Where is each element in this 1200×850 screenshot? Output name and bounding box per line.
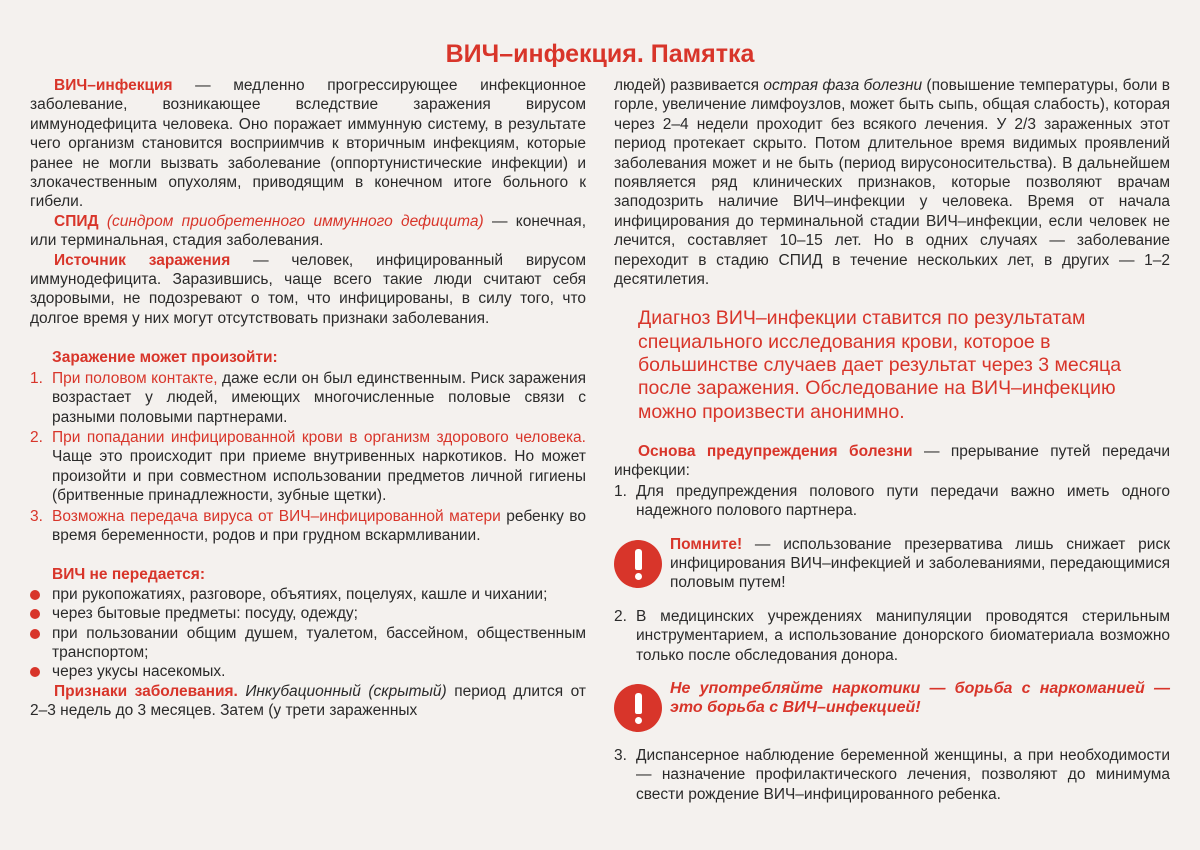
aids-definition bbox=[30, 212, 586, 251]
hiv-definition-text: — медленно прогрессирующее инфекционное заболевание, возникающее вследствие заражения вирусом иммунодефицита человека. Оно поражает иммунную систему, в результате чего организм становится восприимчив к вторичным инфекциям, которые ранее не могли вызвать заболевание (оппортунистические инфекции) и злокачественным опухолям, приводящим в конечном итоге больного к гибели. bbox=[30, 77, 586, 211]
list-text: даже если он был единственным. Риск заражения возрастает у людей, имеющих многочисленные половые связи с разными половыми партнерами. bbox=[52, 369, 586, 426]
list-item bbox=[614, 482, 1170, 521]
page-title: ВИЧ–инфекция. Памятка bbox=[445, 40, 755, 68]
disease-signs-term: Признаки заболевания. bbox=[54, 682, 238, 700]
list-item bbox=[614, 607, 1170, 665]
infection-source-text: — человек, инфицированный вирусом иммунодефицита. Заразившись, чаще всего такие люди считают себя здоровыми, не подозревают о том, что инфицированы, в силу того, что долгое время у них могут отсутствовать признаки заболевания. bbox=[30, 251, 586, 327]
list-number: 2. bbox=[30, 428, 43, 446]
infection-source bbox=[30, 251, 586, 329]
infection-heading: Заражение может произойти: bbox=[52, 349, 278, 367]
list-item bbox=[30, 369, 586, 427]
list-text: Диспансерное наблюдение беременной женщины, а при необходимости — назначение профилактического лечения, позволяют до минимума свести рождение ВИЧ–инфицированного ребенка. bbox=[636, 747, 1170, 803]
remember-text: — использование презерватива лишь снижает риск инфицирования ВИЧ–инфекцией и заболеваниями, передающимися половым путем! bbox=[670, 535, 1170, 592]
hiv-definition bbox=[30, 76, 586, 212]
right-column bbox=[614, 76, 1170, 804]
list-text: через укусы насекомых. bbox=[52, 663, 226, 681]
acute-phase: острая фаза болезни bbox=[763, 77, 923, 94]
list-text: Для предупреждения полового пути передачи важно иметь одного надежного полового партнера. bbox=[636, 482, 1170, 520]
bullet-icon bbox=[30, 662, 52, 681]
disease-course-start: людей) развивается bbox=[614, 77, 764, 94]
remember-warning bbox=[614, 535, 1170, 593]
disease-course-text: (повышение температуры, боли в горле, увеличение лимфоузлов, может быть сыпь, общая слабость), которая через 2–4 недели проходит без всякого лечения. У 2/3 зараженных этот период протекает скрыто. Потом длительное время видимых проявлений заболевания может и не быть (период вирусоносительства). В дальнейшем появляется ряд клинических признаков, которые позволяют врачам заподозрить наличие ВИЧ–инфекции у человека. Время от начала инфицирования до терминальной стадии ВИЧ–инфекции, если человек не лечится, составляет 10–15 лет. Но в одних случаях — заболевание переходит в стадию СПИД в течение нескольких лет, в других — 1–2 десятилетия. bbox=[614, 77, 1170, 289]
list-text: ребенку во время беременности, родов и при грудном вскармливании. bbox=[52, 507, 586, 544]
prevention-basis bbox=[614, 442, 1170, 481]
exclamation-icon bbox=[614, 684, 662, 732]
infection-source-term: Источник заражения bbox=[54, 251, 231, 269]
list-lead: При попадании инфицированной крови в организм здорового человека. bbox=[52, 428, 586, 446]
diagnosis-notice: Диагноз ВИЧ–инфекции ставится по результатам специального исследования крови, которое в большинстве случаев дает результат через 3 месяца после заражения. Обследование на ВИЧ–инфекцию можно произвести анонимно. bbox=[638, 307, 1122, 423]
remember-term: Помните! bbox=[670, 535, 743, 553]
list-item bbox=[30, 604, 586, 623]
list-number: 1. bbox=[614, 482, 627, 500]
disease-signs bbox=[30, 682, 586, 721]
list-text: Чаще это происходит при приеме внутривенных наркотиков. Но может произойти и при совместном использовании предметов личной гигиены (бритвенные принадлежности, зубные щетки). bbox=[52, 448, 586, 505]
left-column bbox=[30, 76, 586, 721]
list-number: 1. bbox=[30, 369, 43, 387]
hiv-term: ВИЧ–инфекция bbox=[54, 77, 173, 94]
list-text: В медицинских учреждениях манипуляции проводятся стерильным инструментарием, а использование донорского биоматериала возможно только после обследования донора. bbox=[636, 607, 1170, 664]
list-item bbox=[614, 746, 1170, 804]
list-number: 3. bbox=[614, 747, 627, 765]
list-item bbox=[30, 662, 586, 681]
prevention-text: — прерывание путей передачи инфекции: bbox=[614, 442, 1170, 480]
list-text: при пользовании общим душем, туалетом, бассейном, общественным транспортом; bbox=[52, 624, 586, 661]
drugs-warning-text: Не употребляйте наркотики — борьба с наркоманией — это борьба с ВИЧ–инфекцией! bbox=[670, 680, 1170, 717]
bullet-icon bbox=[30, 585, 52, 604]
list-item bbox=[30, 585, 586, 604]
bullet-icon bbox=[30, 624, 52, 663]
aids-definition-text: — конечная, или терминальная, стадия заболевания. bbox=[30, 212, 586, 250]
drugs-warning bbox=[614, 679, 1170, 732]
list-item bbox=[30, 624, 586, 663]
bullet-icon bbox=[30, 604, 52, 623]
list-item bbox=[30, 428, 586, 506]
incubation-italic: Инкубационный (скрытый) bbox=[237, 682, 447, 700]
list-text: через бытовые предметы: посуду, одежду; bbox=[52, 605, 358, 623]
aids-term: СПИД bbox=[54, 212, 99, 230]
exclamation-icon bbox=[614, 540, 662, 588]
disease-signs-text: период длится от 2–3 недель до 3 месяцев. Затем (у трети зараженных bbox=[30, 682, 586, 720]
aids-expansion: (синдром приобретенного иммунного дефицита) bbox=[98, 212, 484, 230]
list-lead: Возможна передача вируса от ВИЧ–инфицированной матери bbox=[52, 507, 501, 525]
list-item bbox=[30, 507, 586, 546]
list-number: 2. bbox=[614, 607, 627, 625]
prevention-term: Основа предупреждения болезни bbox=[638, 442, 913, 460]
list-text: при рукопожатиях, разговоре, объятиях, поцелуях, кашле и чихании; bbox=[52, 585, 548, 603]
list-number: 3. bbox=[30, 507, 43, 525]
disease-course bbox=[614, 76, 1170, 289]
list-lead: При половом контакте, bbox=[52, 369, 218, 387]
not-transmitted-heading: ВИЧ не передается: bbox=[52, 566, 205, 584]
